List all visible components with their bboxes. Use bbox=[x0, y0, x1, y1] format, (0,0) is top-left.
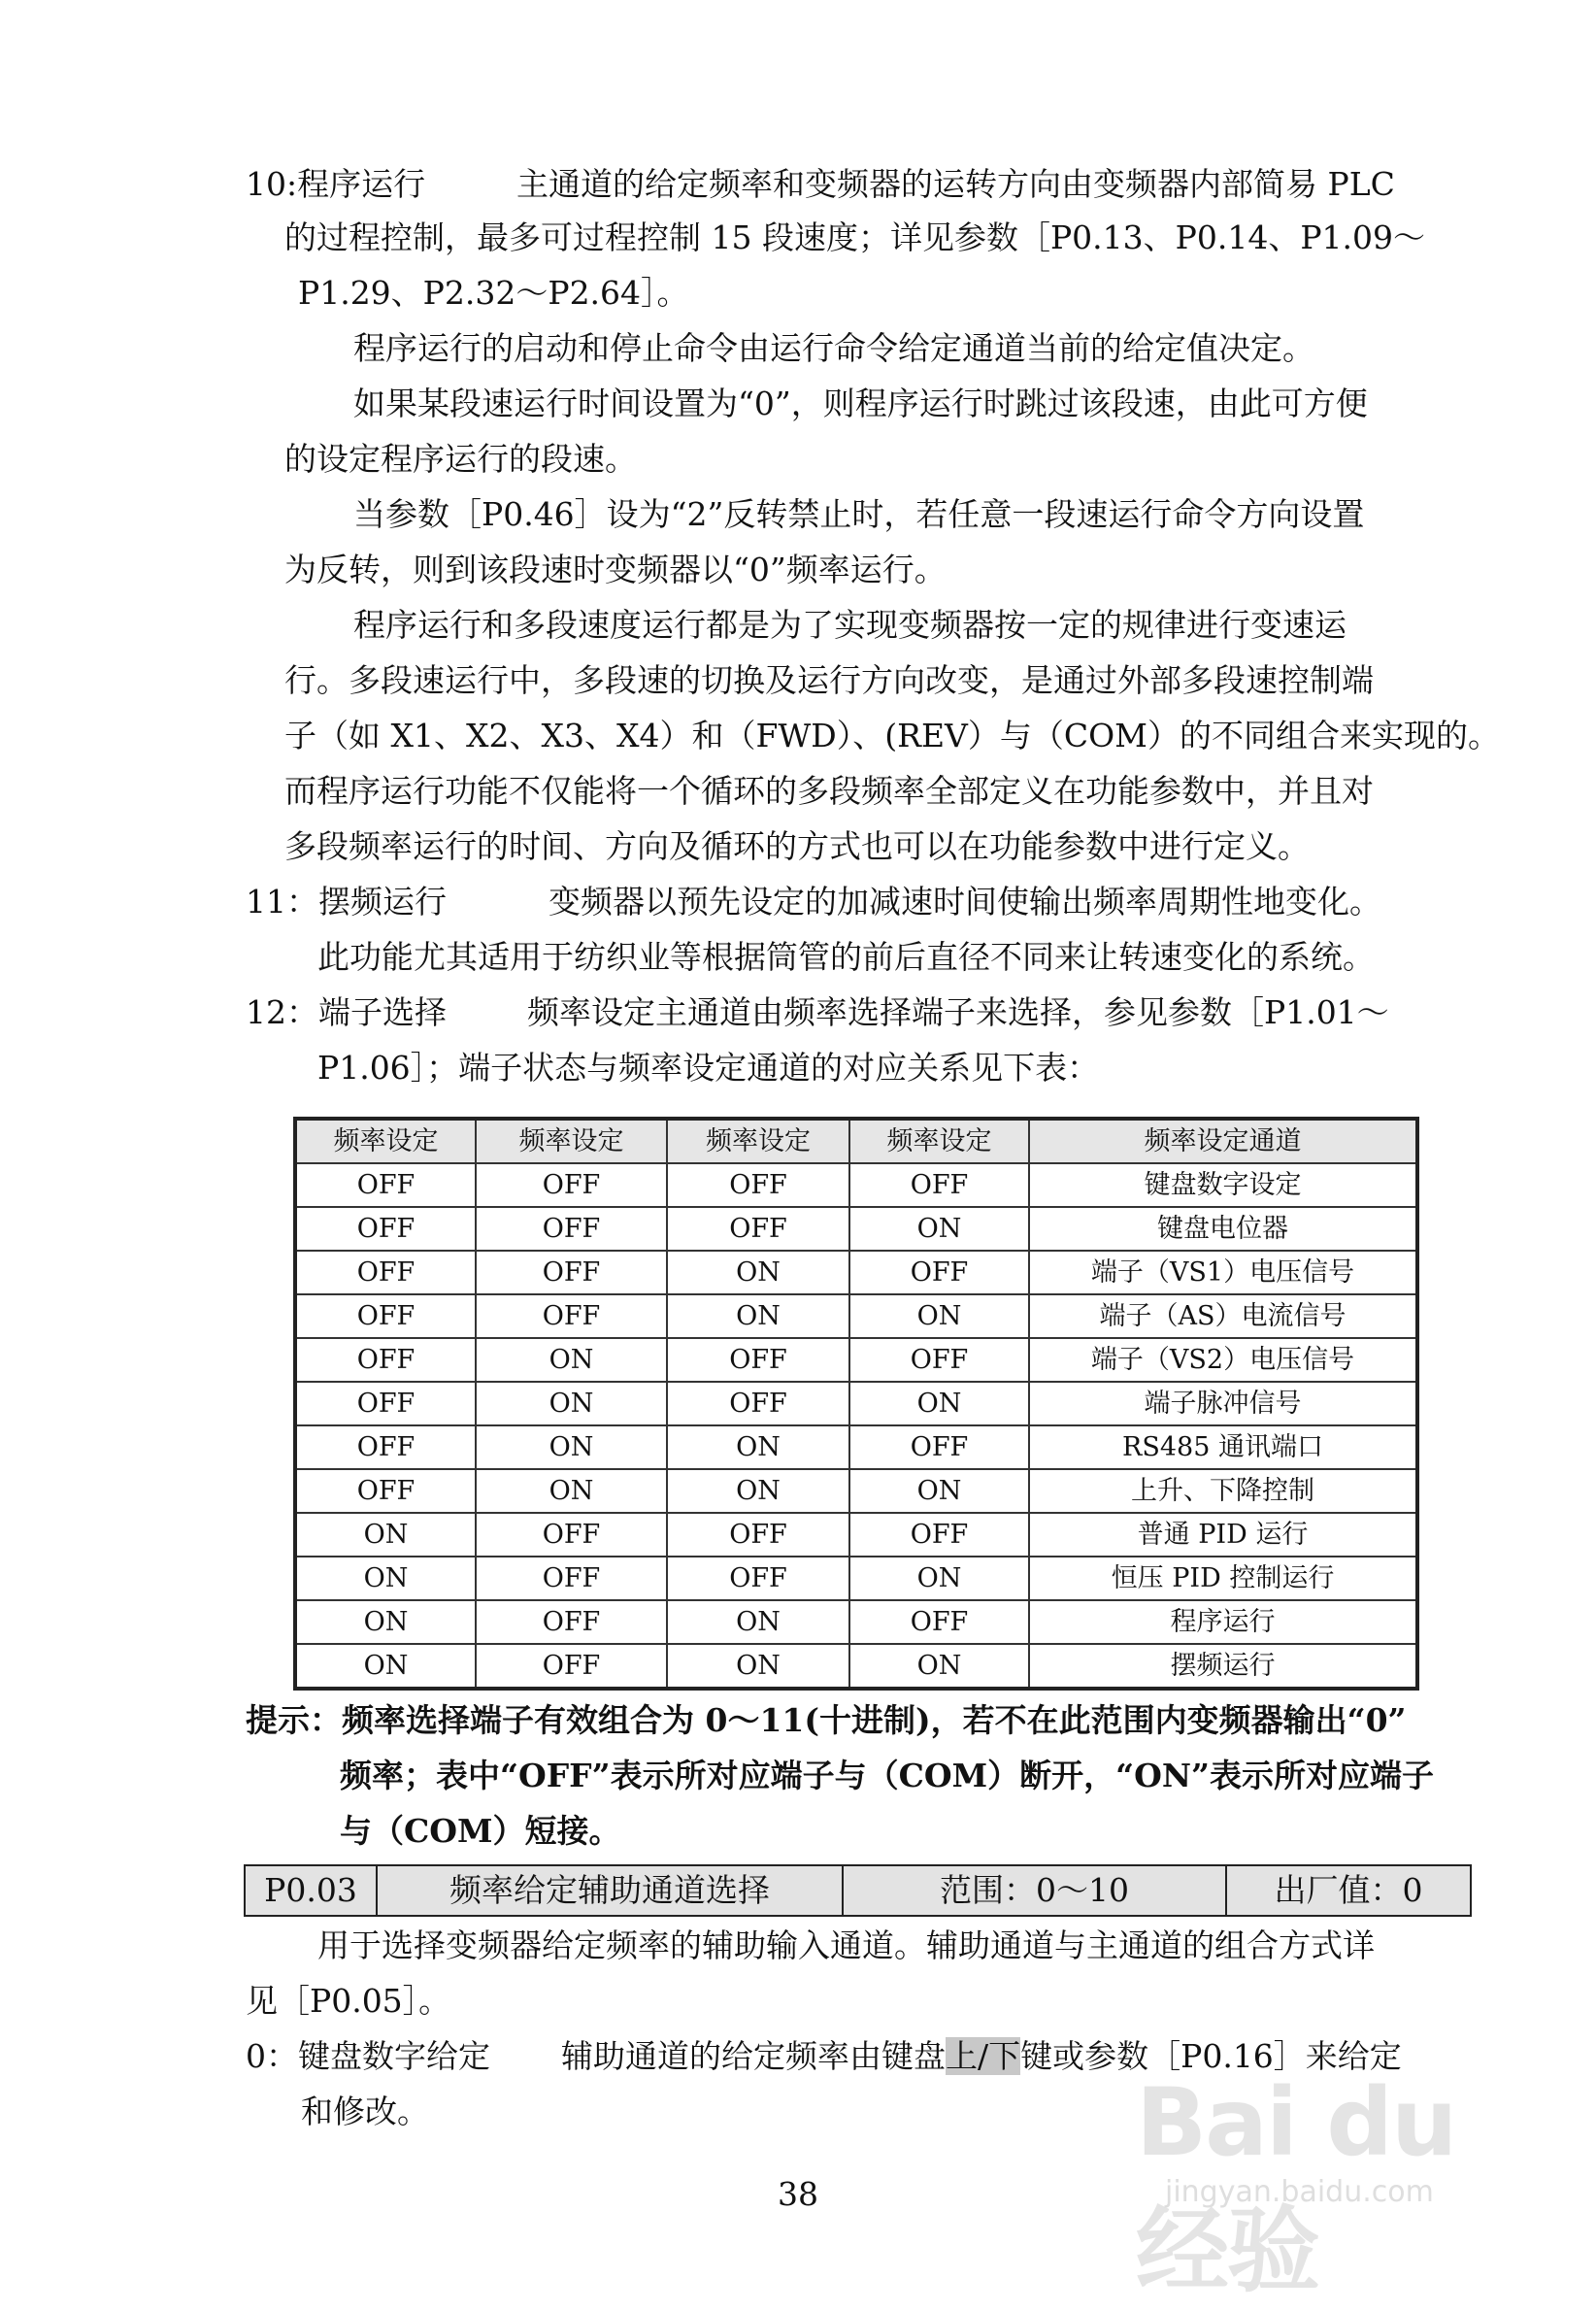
table-cell: OFF bbox=[295, 1425, 476, 1469]
table-cell: 摆频运行 bbox=[1029, 1644, 1417, 1689]
table-row bbox=[295, 1425, 1417, 1469]
table-cell: OFF bbox=[667, 1557, 849, 1600]
table-row bbox=[295, 1600, 1417, 1644]
table-header-cell: 频率设定通道 bbox=[1029, 1119, 1417, 1163]
table-cell: OFF bbox=[849, 1600, 1029, 1644]
table-cell: OFF bbox=[667, 1163, 849, 1207]
table-cell: OFF bbox=[667, 1207, 849, 1251]
table-cell: ON bbox=[295, 1557, 476, 1600]
table-row bbox=[295, 1382, 1417, 1425]
aux-item-0-text: 辅助通道的给定频率由键盘 bbox=[561, 2037, 946, 2075]
table-header-row bbox=[295, 1119, 1417, 1163]
table-cell: ON bbox=[476, 1469, 667, 1513]
table-cell: ON bbox=[849, 1644, 1029, 1689]
table-cell: OFF bbox=[295, 1338, 476, 1382]
item-12-desc-2: P1.06］；端子状态与频率设定通道的对应关系见下表： bbox=[317, 1049, 1100, 1087]
table-cell: 恒压 PID 控制运行 bbox=[1029, 1557, 1417, 1600]
item-11-line-1 bbox=[246, 883, 1381, 921]
table-cell: ON bbox=[476, 1425, 667, 1469]
parameter-code: P0.03 bbox=[245, 1865, 377, 1916]
note-line-1: 提示：频率选择端子有效组合为 0～11(十进制)，若不在此范围内变频器输出“0” bbox=[246, 1701, 1407, 1739]
item-10-para-3b: 为反转，则到该段速时变频器以“0”频率运行。 bbox=[284, 551, 947, 588]
note-line-2: 频率；表中“OFF”表示所对应端子与（COM）断开，“ON”表示所对应端子 bbox=[340, 1757, 1434, 1794]
table-cell: OFF bbox=[476, 1251, 667, 1294]
page-number: 38 bbox=[778, 2175, 818, 2213]
table-cell: ON bbox=[667, 1600, 849, 1644]
table-row bbox=[295, 1644, 1417, 1689]
table-row bbox=[295, 1163, 1417, 1207]
table-cell: OFF bbox=[295, 1251, 476, 1294]
table-cell: OFF bbox=[476, 1207, 667, 1251]
aux-line-1: 用于选择变频器给定频率的辅助输入通道。辅助通道与主通道的组合方式详 bbox=[317, 1926, 1375, 1964]
table-cell: ON bbox=[849, 1207, 1029, 1251]
table-cell: 端子脉冲信号 bbox=[1029, 1382, 1417, 1425]
table-cell: OFF bbox=[295, 1469, 476, 1513]
table-cell: ON bbox=[476, 1382, 667, 1425]
table-cell: ON bbox=[849, 1557, 1029, 1600]
table-cell: ON bbox=[667, 1425, 849, 1469]
table-cell: ON bbox=[849, 1294, 1029, 1338]
table-cell: ON bbox=[667, 1469, 849, 1513]
parameter-range: 范围：0～10 bbox=[843, 1865, 1226, 1916]
updown-key-highlight: 上/下 bbox=[946, 2037, 1021, 2075]
table-cell: OFF bbox=[476, 1294, 667, 1338]
table-cell: OFF bbox=[667, 1513, 849, 1557]
table-cell: ON bbox=[849, 1382, 1029, 1425]
table-row bbox=[295, 1513, 1417, 1557]
table-cell: OFF bbox=[849, 1425, 1029, 1469]
table-cell: OFF bbox=[667, 1382, 849, 1425]
parameter-header-table bbox=[244, 1864, 1472, 1917]
table-cell: OFF bbox=[295, 1207, 476, 1251]
table-cell: OFF bbox=[476, 1644, 667, 1689]
table-cell: 端子（VS1）电压信号 bbox=[1029, 1251, 1417, 1294]
parameter-row bbox=[245, 1865, 1471, 1916]
table-cell: ON bbox=[849, 1469, 1029, 1513]
table-cell: OFF bbox=[667, 1338, 849, 1382]
terminal-mapping-table bbox=[293, 1117, 1419, 1691]
item-10-heading: 10:程序运行 bbox=[246, 165, 426, 203]
table-cell: 键盘电位器 bbox=[1029, 1207, 1417, 1251]
table-row bbox=[295, 1294, 1417, 1338]
item-10-para-4c: 子（如 X1、X2、X3、X4）和（FWD）、(REV）与（COM）的不同组合来实现的。 bbox=[284, 717, 1500, 754]
item-10-para-4a: 程序运行和多段速度运行都是为了实现变频器按一定的规律进行变速运 bbox=[353, 606, 1347, 644]
table-cell: OFF bbox=[476, 1557, 667, 1600]
parameter-default: 出厂值：0 bbox=[1226, 1865, 1471, 1916]
item-10-para-1: 程序运行的启动和停止命令由运行命令给定通道当前的给定值决定。 bbox=[353, 329, 1314, 367]
aux-line-2: 见［P0.05］。 bbox=[246, 1982, 451, 2020]
table-row bbox=[295, 1557, 1417, 1600]
item-10-para-2b: 的设定程序运行的段速。 bbox=[284, 440, 637, 478]
table-cell: OFF bbox=[849, 1338, 1029, 1382]
aux-item-0-heading: 0：键盘数字给定 bbox=[246, 2037, 490, 2075]
table-cell: OFF bbox=[295, 1382, 476, 1425]
item-10-desc-1: 主通道的给定频率和变频器的运转方向由变频器内部简易 PLC bbox=[516, 165, 1395, 203]
item-10-para-2a: 如果某段速运行时间设置为“0”，则程序运行时跳过该段速，由此可方便 bbox=[353, 385, 1368, 422]
table-cell: 端子（VS2）电压信号 bbox=[1029, 1338, 1417, 1382]
item-12-desc-1: 频率设定主通道由频率选择端子来选择，参见参数［P1.01～ bbox=[527, 993, 1389, 1031]
table-cell: ON bbox=[295, 1600, 476, 1644]
table-cell: OFF bbox=[849, 1251, 1029, 1294]
watermark-brand: Bai du 经验 bbox=[1136, 2068, 1456, 2305]
item-10-para-4d: 而程序运行功能不仅能将一个循环的多段频率全部定义在功能参数中，并且对 bbox=[284, 772, 1374, 810]
table-cell: 程序运行 bbox=[1029, 1600, 1417, 1644]
table-header-cell: 频率设定 bbox=[476, 1119, 667, 1163]
table-cell: OFF bbox=[476, 1600, 667, 1644]
item-10-para-3a: 当参数［P0.46］设为“2”反转禁止时，若任意一段速运行命令方向设置 bbox=[353, 495, 1365, 533]
item-11-desc-2: 此功能尤其适用于纺织业等根据筒管的前后直径不同来让转速变化的系统。 bbox=[317, 938, 1375, 976]
item-12-heading: 12：端子选择 bbox=[246, 993, 447, 1031]
aux-item-0-text-2: 键或参数［P0.16］来给定 bbox=[1020, 2037, 1402, 2075]
table-cell: ON bbox=[295, 1513, 476, 1557]
aux-item-0-line-2: 和修改。 bbox=[301, 2093, 429, 2130]
table-cell: RS485 通讯端口 bbox=[1029, 1425, 1417, 1469]
item-10-para-4b: 行。多段速运行中，多段速的切换及运行方向改变，是通过外部多段速控制端 bbox=[284, 661, 1374, 699]
item-10-line-1 bbox=[246, 165, 1395, 204]
table-cell: OFF bbox=[476, 1163, 667, 1207]
baidu-jingyan-watermark bbox=[1136, 2059, 1563, 2305]
table-cell: OFF bbox=[295, 1163, 476, 1207]
table-cell: 普通 PID 运行 bbox=[1029, 1513, 1417, 1557]
parameter-name: 频率给定辅助通道选择 bbox=[377, 1865, 843, 1916]
table-cell: OFF bbox=[295, 1294, 476, 1338]
table-row bbox=[295, 1338, 1417, 1382]
table-row bbox=[295, 1469, 1417, 1513]
table-row bbox=[295, 1207, 1417, 1251]
table-header-cell: 频率设定 bbox=[849, 1119, 1029, 1163]
table-cell: ON bbox=[295, 1644, 476, 1689]
note-line-3: 与（COM）短接。 bbox=[340, 1812, 621, 1850]
item-10-desc-2: 的过程控制，最多可过程控制 15 段速度；详见参数［P0.13、P0.14、P1.09～ bbox=[284, 218, 1426, 256]
table-cell: ON bbox=[667, 1294, 849, 1338]
item-12-line-1 bbox=[246, 993, 1389, 1032]
item-10-para-4e: 多段频率运行的时间、方向及循环的方式也可以在功能参数中进行定义。 bbox=[284, 827, 1310, 865]
table-cell: OFF bbox=[849, 1163, 1029, 1207]
table-cell: OFF bbox=[849, 1513, 1029, 1557]
item-11-heading: 11：摆频运行 bbox=[246, 883, 447, 921]
table-cell: ON bbox=[476, 1338, 667, 1382]
table-cell: OFF bbox=[476, 1513, 667, 1557]
item-11-desc-1: 变频器以预先设定的加减速时间使输出频率周期性地变化。 bbox=[549, 883, 1381, 921]
table-cell: 上升、下降控制 bbox=[1029, 1469, 1417, 1513]
table-header-cell: 频率设定 bbox=[667, 1119, 849, 1163]
table-header-cell: 频率设定 bbox=[295, 1119, 476, 1163]
item-10-desc-3: P1.29、P2.32～P2.64］。 bbox=[298, 274, 689, 312]
table-row bbox=[295, 1251, 1417, 1294]
table-cell: 键盘数字设定 bbox=[1029, 1163, 1417, 1207]
watermark-url: jingyan.baidu.com bbox=[1165, 2175, 1434, 2209]
table-cell: 端子（AS）电流信号 bbox=[1029, 1294, 1417, 1338]
table-cell: ON bbox=[667, 1251, 849, 1294]
table-cell: ON bbox=[667, 1644, 849, 1689]
